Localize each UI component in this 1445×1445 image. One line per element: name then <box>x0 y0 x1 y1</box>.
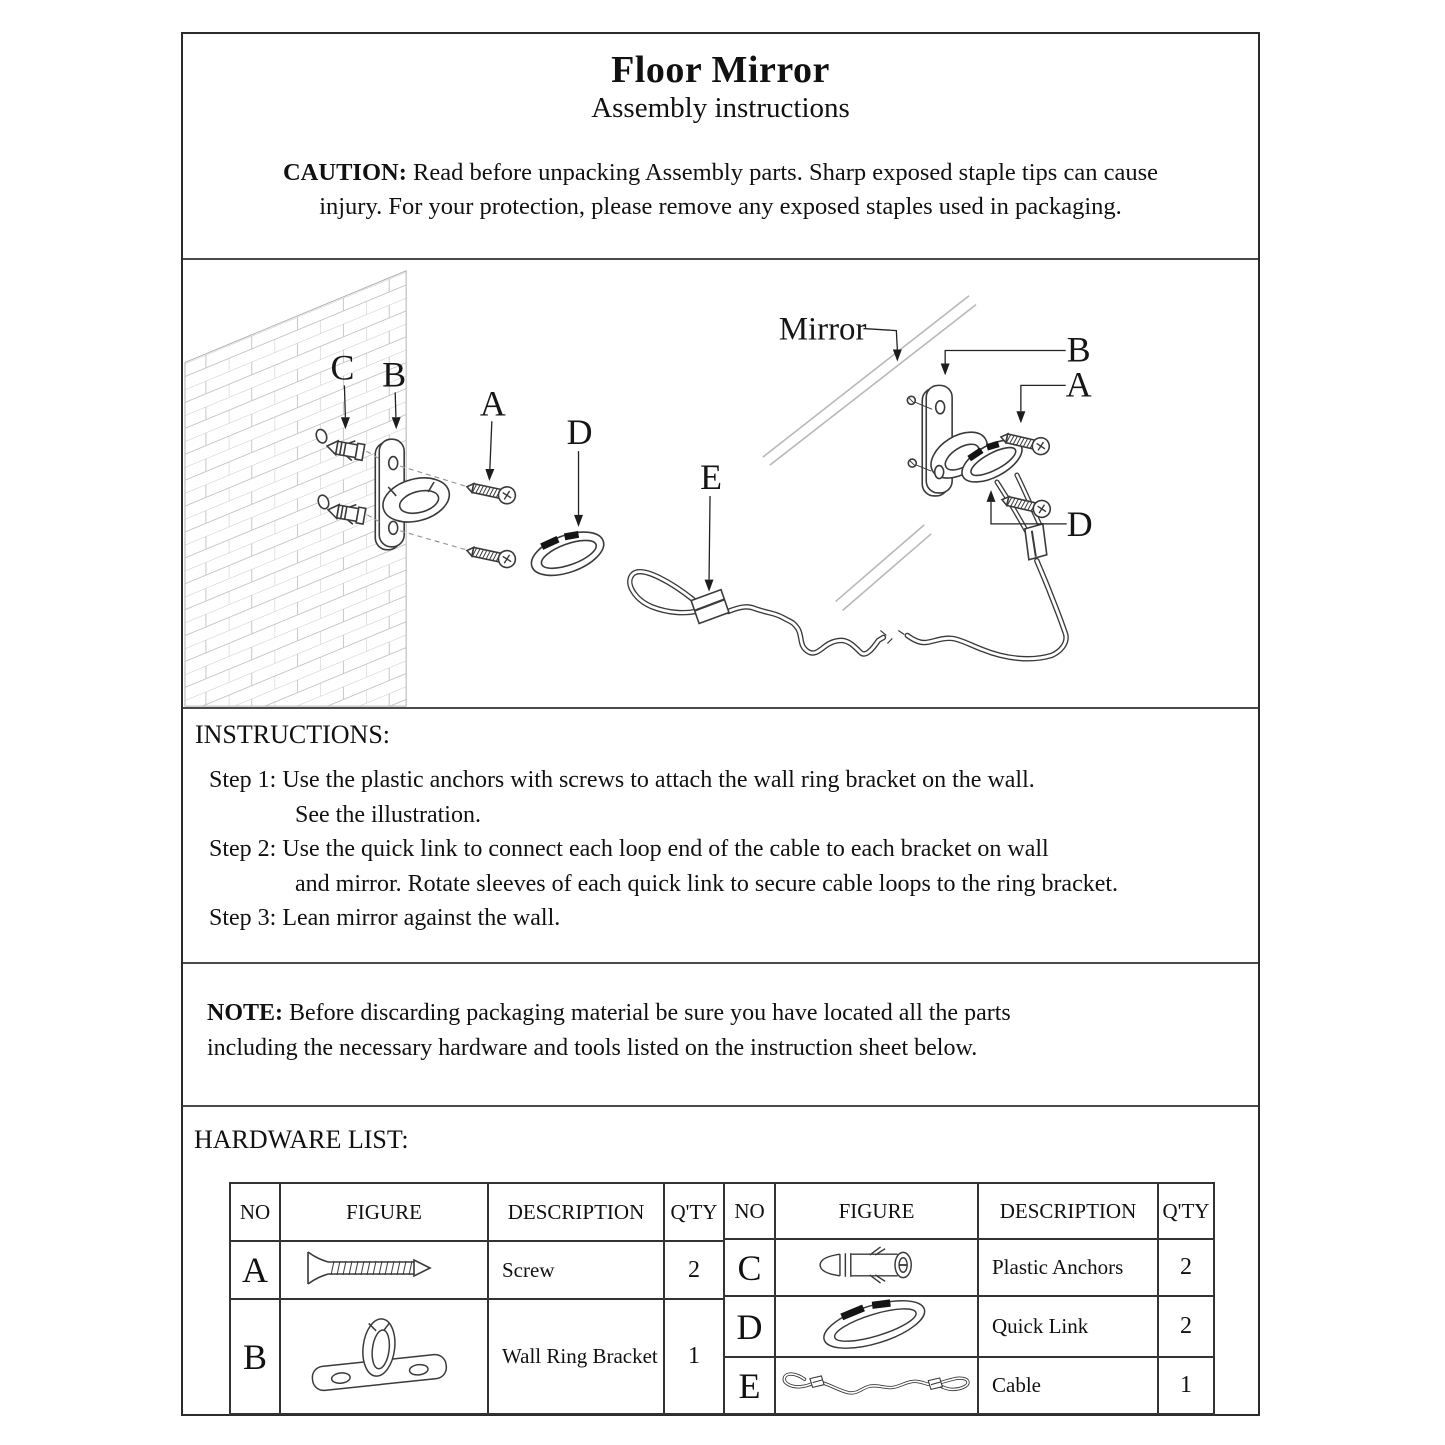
label-b: B <box>382 354 407 395</box>
step-line <box>209 867 1238 902</box>
step-label: Step 1: <box>209 767 277 793</box>
item-no: D <box>724 1296 775 1357</box>
cable-figure <box>630 572 893 654</box>
item-description: Quick Link <box>978 1296 1158 1357</box>
item-no: A <box>230 1241 280 1299</box>
instructions-steps <box>209 763 1238 936</box>
col-header-qty: Q'TY <box>664 1183 724 1241</box>
hardware-list-heading: HARDWARE LIST: <box>194 1125 409 1154</box>
step-label: Step 3: <box>209 905 277 931</box>
wall-ring-bracket-figure <box>375 439 454 550</box>
screw-figure <box>280 1241 488 1299</box>
item-qty: 2 <box>1158 1296 1214 1357</box>
note-paragraph <box>207 996 1218 1066</box>
col-header-no: NO <box>724 1183 775 1239</box>
col-header-qty: Q'TY <box>1158 1183 1214 1239</box>
caution-line1: Read before unpacking Assembly parts. Sharp exposed staple tips can cause <box>412 159 1158 186</box>
hardware-table-left <box>229 1182 725 1415</box>
note-label: NOTE: <box>207 1000 284 1026</box>
step-text: Use the quick link to connect each loop end of the cable to each bracket on wall <box>282 836 1049 862</box>
label-a: A <box>479 383 506 424</box>
quick-link-figure <box>526 523 610 584</box>
table-header-row <box>724 1183 1214 1239</box>
section-divider <box>183 962 1258 964</box>
item-description: Plastic Anchors <box>978 1239 1158 1296</box>
label-e: E <box>700 456 722 497</box>
instructions-heading: INSTRUCTIONS: <box>195 720 391 749</box>
quick-link-figure <box>775 1296 978 1357</box>
col-header-figure: FIGURE <box>775 1183 978 1239</box>
brick-wall <box>185 271 406 706</box>
item-description: Wall Ring Bracket <box>488 1299 664 1414</box>
step-text: and mirror. Rotate sleeves of each quick link to secure cable loops to the ring bracket. <box>295 870 1119 897</box>
table-row <box>230 1299 724 1414</box>
step-line <box>209 832 1238 867</box>
item-qty: 2 <box>664 1241 724 1299</box>
wall-ring-bracket-figure <box>280 1299 488 1414</box>
note-line1: Before discarding packaging material be sure you have located all the parts <box>289 1000 1011 1026</box>
caution-paragraph <box>213 156 1228 224</box>
item-description: Screw <box>488 1241 664 1299</box>
step-line <box>209 901 1238 936</box>
table-row <box>724 1239 1214 1296</box>
section-divider <box>183 1105 1258 1107</box>
page-subtitle: Assembly instructions <box>591 92 850 124</box>
label-b: B <box>1066 329 1091 370</box>
label-c: C <box>330 347 355 388</box>
label-mirror: Mirror <box>778 311 867 348</box>
col-header-no: NO <box>230 1183 280 1241</box>
item-description: Cable <box>978 1357 1158 1414</box>
assembly-illustration <box>183 260 1258 709</box>
label-a: A <box>1065 364 1092 405</box>
item-qty: 2 <box>1158 1239 1214 1296</box>
cable-figure <box>775 1357 978 1414</box>
table-row <box>230 1241 724 1299</box>
label-d: D <box>1066 503 1093 544</box>
step-text: See the illustration. <box>295 801 481 828</box>
step-line <box>209 798 1238 833</box>
table-row <box>724 1357 1214 1414</box>
item-qty: 1 <box>1158 1357 1214 1414</box>
plastic-anchor-figure <box>775 1239 978 1296</box>
step-line <box>209 763 1238 798</box>
col-header-figure: FIGURE <box>280 1183 488 1241</box>
table-header-row <box>230 1183 724 1241</box>
note-line2: including the necessary hardware and tools listed on the instruction sheet below. <box>207 1035 978 1061</box>
step-text: Lean mirror against the wall. <box>282 905 561 931</box>
caution-line2: injury. For your protection, please remove any exposed staples used in packaging. <box>319 193 1122 220</box>
hardware-table <box>229 1182 1215 1415</box>
item-qty: 1 <box>664 1299 724 1414</box>
item-no: C <box>724 1239 775 1296</box>
col-header-description: DESCRIPTION <box>978 1183 1158 1239</box>
caution-label: CAUTION: <box>282 159 407 186</box>
screw-figure <box>465 479 517 506</box>
screw-figure <box>465 542 517 569</box>
step-label: Step 2: <box>209 836 277 862</box>
hardware-table-right <box>723 1182 1215 1415</box>
document-frame <box>181 32 1260 1416</box>
step-text: Use the plastic anchors with screws to attach the wall ring bracket on the wall. <box>282 767 1035 793</box>
label-d: D <box>566 412 593 453</box>
page-title: Floor Mirror <box>611 49 830 91</box>
item-no: E <box>724 1357 775 1414</box>
table-row <box>724 1296 1214 1357</box>
col-header-description: DESCRIPTION <box>488 1183 664 1241</box>
item-no: B <box>230 1299 280 1414</box>
